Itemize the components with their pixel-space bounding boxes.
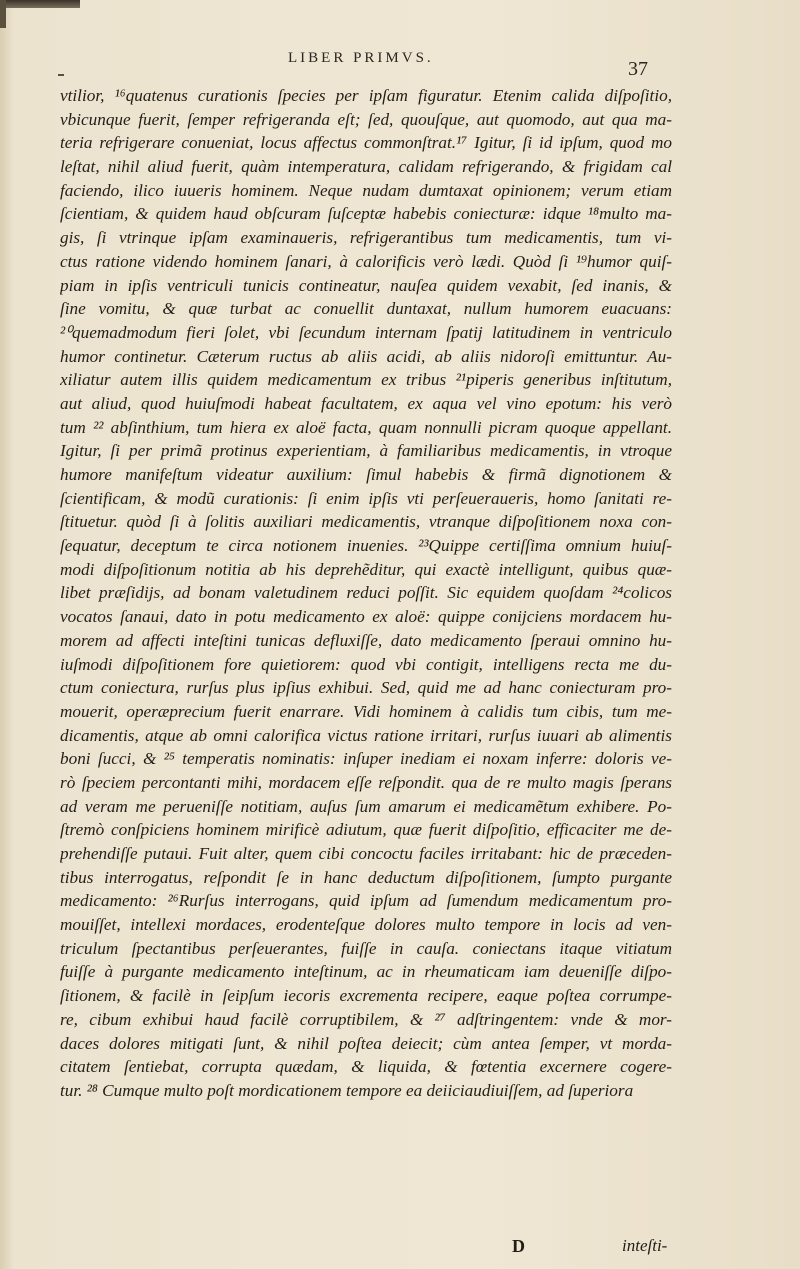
text-line: ad veram me perueniſſe notitiam, auſus ſum amarum ei medicamẽtum exhibere. Po- (60, 796, 672, 816)
text-line: mouerit, operæprecium fuerit enarrare. Vidi hominem à calidis tum cibis, tum me- (60, 701, 672, 721)
text-line: leſtat, nihil aliud fuerit, quàm intemperatura, calidam refrigerando, & frigidam cal (60, 157, 672, 177)
text-line: fuiſſe à purgante medicamento inteſtinum, ac in rheumaticam iam deueniſſe diſpo- (60, 962, 672, 982)
text-line: modi diſpoſitionum notitia ab his deprehẽditur, qui exactè intelligunt, quibus quæ- (60, 559, 672, 579)
page-edge-shadow (0, 0, 6, 28)
page-number: 37 (628, 58, 648, 80)
text-line: ſine vomitu, & quæ turbat ac conuellit duntaxat, nullum humorem euacuans: (60, 299, 672, 319)
text-line: faciendo, ilico iuueris hominem. Neque nudam dumtaxat opinionem; verum etiam (60, 180, 672, 200)
text-line: prehendiſſe putaui. Fuit alter, quem cibi concoctu faciles irritabant: hic de præceden- (60, 844, 672, 863)
text-line: teria refrigerare conueniat, locus affectus commonſtrat.¹⁷ Igitur, ſi id ipſum, quod mo (60, 133, 672, 153)
text-line: dicamentis, atque ab omni calorifica victus ratione irritari, rurſus iuuari ab alimentis (60, 725, 672, 745)
text-line: vocatos ſanaui, dato in potu medicamento ex aloë: quippe conijciens mordacem hu- (60, 607, 672, 627)
text-line: boni ſucci, & ²⁵ temperatis nominatis: inſuper inediam ei noxam inferre: doloris ve- (60, 749, 672, 769)
text-line: morem ad affecti inteſtini tunicas defluxiſſe, dato medicamento ſperaui omnino hu- (60, 630, 672, 650)
text-line: libet præſidijs, ad bonam valetudinem reduci poſſit. Sic equidem quoſdam ²⁴colicos (60, 583, 672, 603)
text-line: ſtremò conſpiciens hominem mirificè adiutum, quæ fuerit diſpoſitio, efficaciter me de- (60, 820, 672, 840)
text-line: piam in ipſis ventriculi tunicis contineatur, nauſea quidem vexabit, ſed inanis, & (60, 275, 672, 295)
text-line: vtilior, ¹⁶quatenus curationis ſpecies per ipſam figuratur. Etenim calida diſpoſitio, (60, 86, 672, 105)
text-line: ſcientificam, & modũ curationis: ſi enim ipſis vti perſeueraueris, homo ſanitati re- (60, 488, 672, 508)
text-line: gis, ſi vtrinque ipſam examinaueris, refrigerantibus tum medicamentis, tum vi- (60, 228, 672, 248)
text-line: mouiſſet, intellexi mordaces, erodenteſque dolores multo tempore in locis ad ven- (60, 915, 672, 935)
text-line: ²⁰quemadmodum fieri ſolet, vbi ſecundum internam ſpatij latitudinem in ventriculo (60, 322, 672, 342)
page-corner-shadow (0, 0, 80, 8)
text-line: daces dolores mitigati ſunt, & nihil poſtea deiecit; cùm antea ſemper, vt morda- (60, 1033, 672, 1053)
catchword: inteſti- (622, 1236, 668, 1255)
text-line: triculum ſpectantibus perſeuerantes, fuiſſe in cauſa. coniectans itaque vitiatum (60, 938, 672, 958)
text-line: aut aliud, quod huiuſmodi habeat facultatem, ex aqua vel vino epotum: his verò (60, 393, 672, 413)
text-line: iuſmodi diſpoſitionem fore quietiorem: quod vbi contigit, intelligens recta me du- (60, 654, 672, 674)
text-line: ſitionem, & facilè in ſeipſum iecoris excrementa recipere, eaque poſtea corrumpe- (60, 986, 672, 1006)
text-line: ctus ratione videndo hominem ſanari, à calorificis verò lædi. Quòd ſi ¹⁹humor quiſ- (60, 251, 672, 271)
text-line: tibus interrogatus, reſpondit ſe in hanc deductum diſpoſitionem, ſumpto purgante (60, 867, 672, 887)
text-line: re, cibum exhibui haud facilè corruptibilem, & ²⁷ adſtringentem: vnde & mor- (60, 1009, 672, 1029)
text-line: ſcientiam, & quidem haud obſcuram ſuſceptæ habebis coniecturæ: idque ¹⁸multo ma- (60, 204, 672, 224)
page-footer (0, 1236, 800, 1262)
text-line: ſtituetur. quòd ſi à ſolitis auxiliari medicamentis, vtranque diſpoſitionem noxa con- (60, 512, 672, 532)
text-line: citatem ſentiebat, corrupta quædam, & liquida, & fœtentia excernere cogere- (60, 1057, 672, 1077)
signature-mark: D (512, 1236, 525, 1256)
text-line: tum ²² abſinthium, tum hiera ex aloë facta, quam nonnulli picram quoque appellant. (60, 417, 672, 437)
text-line: ctum coniectura, rurſus plus ipſius exhibui. Sed, quid me ad hanc coniecturam pro- (60, 678, 672, 698)
text-line: rò ſpeciem percontanti mihi, mordacem eſſe reſpondit. qua de re multo magis ſperans (60, 772, 672, 792)
text-line: medicamento: ²⁶Rurſus interrogans, quid ipſum ad ſumendum medicamentum pro- (60, 891, 672, 911)
text-line: vbicunque fuerit, ſemper refrigeranda eſt; ſed, quouſque, aut quomodo, aut qua ma- (60, 109, 672, 129)
running-head: LIBER PRIMVS. (288, 50, 434, 66)
text-line: humor continetur. Cæterum ructus ab aliis acidi, ab aliis nidoroſi emittuntur. Au- (60, 346, 672, 366)
body-text (60, 84, 672, 1103)
text-line: tur. ²⁸ Cumque multo poſt mordicationem tempore ea deiiciaudiuiſſem, ad ſuperiora (60, 1080, 634, 1100)
text-line: ſequatur, deceptum te circa notionem inuenies. ²³Quippe certiſſima omnium huiuſ- (60, 536, 672, 556)
text-line: humore manifeſtum videatur auxilium: ſimul habebis & firmã dignotionem & (60, 465, 672, 484)
text-line: xiliatur autem illis quidem medicamentum ex tribus ²¹piperis generibus inſtitutum, (60, 370, 672, 390)
text-line: Igitur, ſi per primã protinus experientiam, à familiaribus medicamentis, in vtroque (60, 441, 672, 461)
margin-mark (58, 74, 64, 76)
